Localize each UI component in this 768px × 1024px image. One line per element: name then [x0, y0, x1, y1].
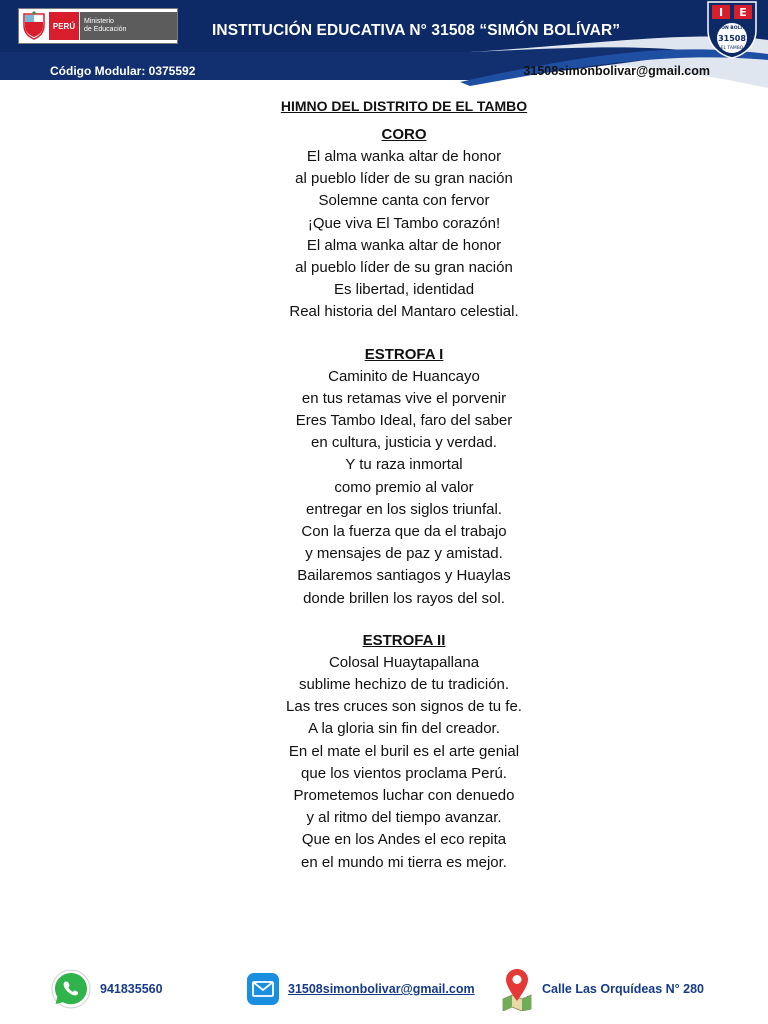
footer-phone-text: 941835560: [100, 982, 163, 996]
verse-line: Prometemos luchar con denuedo: [293, 787, 515, 805]
verse-line: al pueblo líder de su gran nación: [295, 170, 513, 188]
section-coro: [0, 124, 768, 324]
school-title: INSTITUCIÓN EDUCATIVA N° 31508 “SIMÓN BOLÍVAR”: [212, 22, 621, 39]
hymn-content: [0, 92, 768, 874]
whatsapp-icon: [50, 968, 92, 1010]
section-gap: [0, 610, 768, 624]
page-header: [0, 0, 768, 92]
verse-line: al pueblo líder de su gran nación: [295, 259, 513, 277]
verse-line: Bailaremos santiagos y Huaylas: [297, 567, 511, 585]
document-title: HIMNO DEL DISTRITO DE EL TAMBO: [280, 98, 528, 114]
verse-line: En el mate el buril es el arte genial: [288, 742, 520, 760]
verse-line: en el mundo mi tierra es mejor.: [301, 853, 507, 871]
footer-address-text: Calle Las Orquídeas N° 280: [542, 982, 705, 996]
ministry-name: [80, 12, 177, 40]
badge-number: 31508: [718, 34, 746, 43]
verse-line: que los vientos proclama Perú.: [301, 764, 507, 782]
modular-code: Código Modular: 0375592: [50, 64, 196, 78]
verse-line: donde brillen los rayos del sol.: [303, 589, 505, 607]
section-estrofa-1: [0, 344, 768, 610]
section-heading: ESTROFA I: [364, 345, 444, 363]
mail-icon: [246, 972, 280, 1006]
verse-line: sublime hechizo de tu tradición.: [298, 676, 510, 694]
badge-name: SIMÓN BOLÍVAR: [711, 26, 753, 31]
school-badge-icon: [704, 0, 760, 60]
footer-email[interactable]: [246, 965, 475, 1013]
verse-line: Las tres cruces son signos de tu fe.: [286, 698, 522, 716]
verse-line: Colosal Huaytapallana: [328, 653, 480, 671]
section-gap: [0, 324, 768, 338]
verse-line: A la gloria sin fin del creador.: [308, 720, 500, 738]
verse-line: Eres Tambo Ideal, faro del saber: [295, 412, 513, 430]
verse-line: y mensajes de paz y amistad.: [305, 545, 503, 563]
footer-phone: [50, 965, 163, 1013]
map-pin-icon: [500, 967, 534, 1011]
section-heading: ESTROFA II: [362, 631, 446, 649]
verse-line: como premio al valor: [334, 478, 474, 496]
verse-line: Solemne canta con fervor: [318, 192, 490, 210]
footer-email-link[interactable]: 31508simonbolivar@gmail.com: [288, 982, 475, 996]
badge-place: EL TAMBO: [720, 46, 744, 51]
verse-line: Con la fuerza que da el trabajo: [301, 523, 507, 541]
ministry-country: PERÚ: [49, 12, 79, 40]
verse-line: El alma wanka altar de honor: [306, 148, 502, 165]
coat-of-arms-icon: [21, 11, 47, 41]
verse-line: y al ritmo del tiempo avanzar.: [306, 809, 502, 827]
verse-line: Real historia del Mantaro celestial.: [289, 303, 519, 321]
section-heading: CORO: [381, 126, 427, 143]
page-footer: [0, 965, 768, 1013]
verse-line: ¡Que viva El Tambo corazón!: [307, 214, 501, 232]
verse-line: Caminito de Huancayo: [328, 367, 480, 385]
verse-line: Es libertad, identidad: [333, 281, 475, 299]
ministry-line-2: de Educación: [84, 26, 127, 33]
ministry-line-1: Ministerio: [84, 18, 114, 25]
verse-line: en cultura, justicia y verdad.: [311, 434, 497, 452]
section-estrofa-2: [0, 630, 768, 874]
badge-letter-left: I: [718, 6, 724, 19]
verse-line: entregar en los siglos triunfal.: [306, 500, 502, 518]
footer-address: [500, 965, 704, 1013]
ministry-logo: [18, 8, 178, 44]
verse-line: Que en los Andes el eco repita: [301, 831, 507, 849]
badge-letter-right: E: [739, 6, 747, 19]
verse-line: El alma wanka altar de honor: [306, 236, 502, 254]
verse-line: Y tu raza inmortal: [345, 456, 463, 474]
verse-line: en tus retamas vive el porvenir: [301, 389, 507, 407]
header-email: 31508simonbolivar@gmail.com: [523, 64, 710, 78]
